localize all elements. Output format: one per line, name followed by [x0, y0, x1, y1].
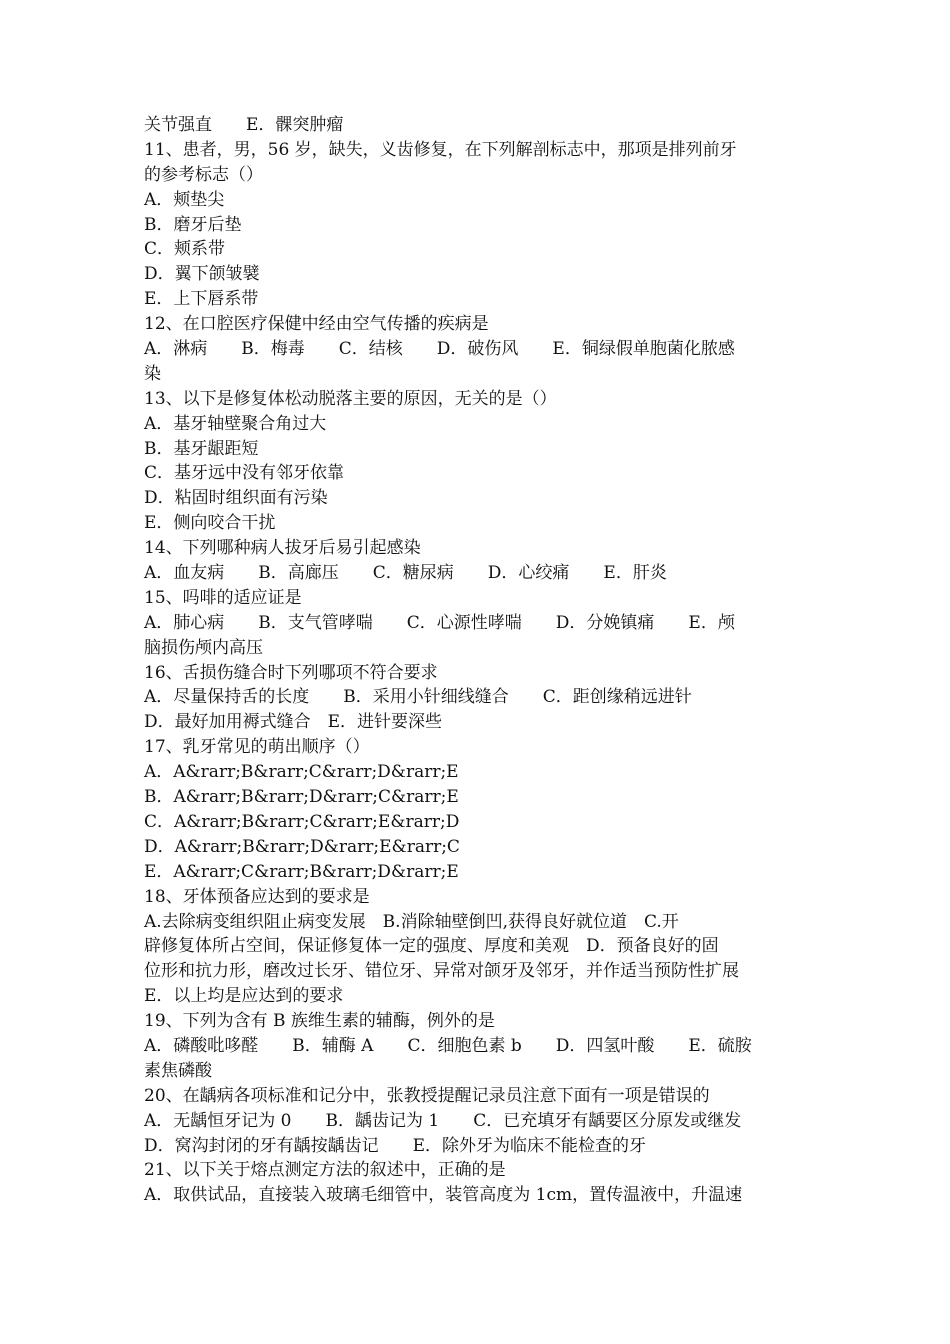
option-line: B．基牙龈距短 [144, 438, 259, 459]
option-line: A．取供试品，直接装入玻璃毛细管中，装管高度为 1cm，置传温液中，升温速 [144, 1185, 743, 1206]
option-line: 染 [144, 363, 161, 384]
question-21-stem: 21、以下关于熔点测定方法的叙述中，正确的是 [144, 1160, 506, 1181]
option-line: A．磷酸吡哆醛 B．辅酶 A C．细胞色素 b D．四氢叶酸 E．硫胺 [144, 1035, 752, 1056]
question-18-stem: 18、牙体预备应达到的要求是 [144, 886, 370, 907]
question-11-stem: 11、患者，男，56 岁，缺失，义齿修复，在下列解剖标志中，那项是排列前牙 [144, 139, 737, 160]
option-line: E．A&rarr;C&rarr;B&rarr;D&rarr;E [144, 861, 459, 882]
question-14-stem: 14、下列哪种病人拔牙后易引起感染 [144, 538, 421, 559]
option-line: E．以上均是应达到的要求 [144, 986, 344, 1007]
option-line: 素焦磷酸 [144, 1060, 212, 1081]
option-line: A．A&rarr;B&rarr;C&rarr;D&rarr;E [144, 762, 459, 783]
question-16-stem: 16、舌损伤缝合时下列哪项不符合要求 [144, 662, 438, 683]
option-line: A．无龋恒牙记为 0 B．龋齿记为 1 C．已充填牙有龋要区分原发或继发 [144, 1110, 742, 1131]
option-line: A．肺心病 B．支气管哮喘 C．心源性哮喘 D．分娩镇痛 E．颅 [144, 612, 735, 633]
question-12-stem: 12、在口腔医疗保健中经由空气传播的疾病是 [144, 314, 489, 335]
option-line: 位形和抗力形，磨改过长牙、错位牙、异常对颌牙及邻牙，并作适当预防性扩展 [144, 961, 739, 982]
option-line: E．上下唇系带 [144, 289, 259, 310]
option-line: B．A&rarr;B&rarr;D&rarr;C&rarr;E [144, 787, 459, 808]
option-line: D．A&rarr;B&rarr;D&rarr;E&rarr;C [144, 836, 460, 857]
option-line: A．颊垫尖 [144, 189, 225, 210]
option-line: 脑损伤颅内高压 [144, 637, 263, 658]
option-line: D．粘固时组织面有污染 [144, 488, 328, 509]
question-19-stem: 19、下列为含有 B 族维生素的辅酶，例外的是 [144, 1011, 495, 1032]
option-line: A．血友病 B．高廊压 C．糖尿病 D．心绞痛 E．肝炎 [144, 563, 667, 584]
option-line: A．尽量保持舌的长度 B．采用小针细线缝合 C．距创缘稍远进针 [144, 687, 692, 708]
option-line: D．窝沟封闭的牙有龋按龋齿记 E．除外牙为临床不能检查的牙 [144, 1135, 647, 1156]
text-line: 关节强直 E．髁突肿瘤 [144, 115, 344, 135]
question-11-stem-cont: 的参考标志（） [144, 164, 263, 185]
option-line: C．颊系带 [144, 239, 226, 260]
option-line: B．磨牙后垫 [144, 214, 242, 235]
document-page [144, 113, 812, 1208]
option-line: A．淋病 B．梅毒 C．结核 D．破伤风 E．铜绿假单胞菌化脓感 [144, 339, 735, 360]
question-17-stem: 17、乳牙常见的萌出顺序（） [144, 737, 370, 758]
option-line: D．最好加用褥式缝合 E．进针要深些 [144, 712, 443, 733]
option-line: A.去除病变组织阻止病变发展 B.消除轴壁倒凹,获得良好就位道 C.开 [144, 911, 679, 932]
option-line: C．基牙远中没有邻牙依靠 [144, 463, 345, 484]
option-line: D．翼下颌皱襞 [144, 264, 260, 285]
option-line: 辟修复体所占空间，保证修复体一定的强度、厚度和美观 D．预备良好的固 [144, 936, 719, 957]
question-20-stem: 20、在龋病各项标准和记分中，张教授提醒记录员注意下面有一项是错误的 [144, 1085, 710, 1106]
question-15-stem: 15、吗啡的适应证是 [144, 587, 302, 608]
option-line: C．A&rarr;B&rarr;C&rarr;E&rarr;D [144, 811, 460, 832]
option-line: A．基牙轴壁聚合角过大 [144, 413, 327, 434]
question-13-stem: 13、以下是修复体松动脱落主要的原因，无关的是（） [144, 388, 557, 409]
option-line: E．侧向咬合干扰 [144, 513, 276, 534]
